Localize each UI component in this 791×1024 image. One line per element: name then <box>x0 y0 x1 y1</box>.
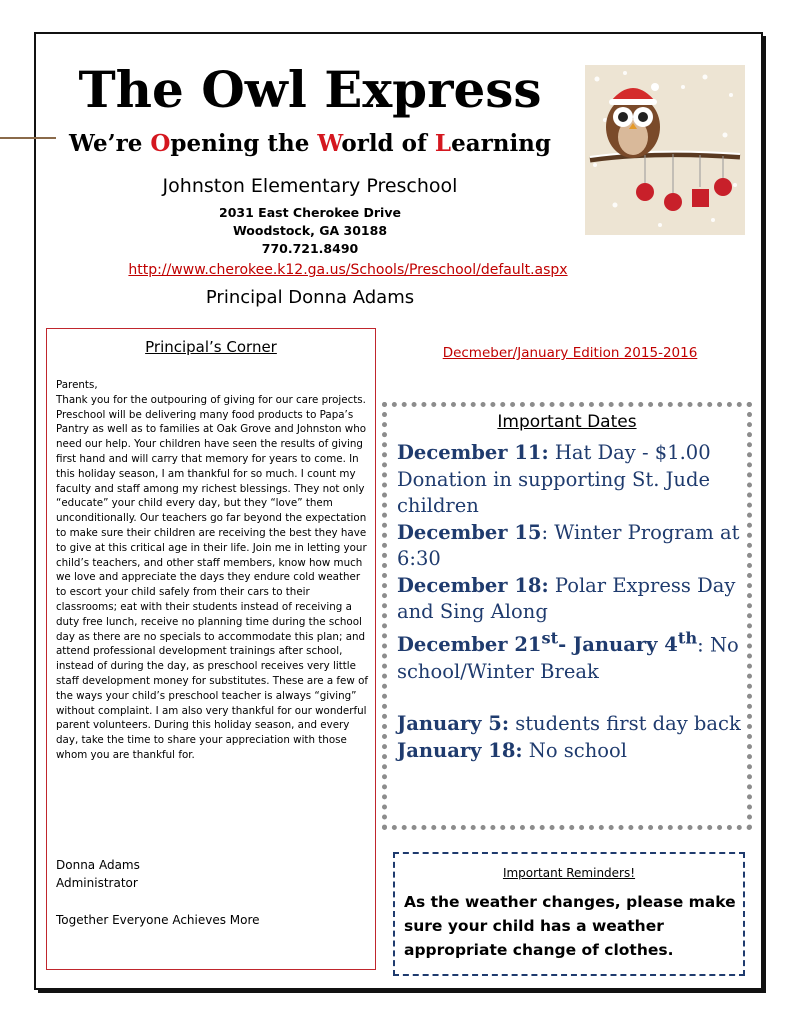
ornament <box>714 178 732 196</box>
date-item <box>397 520 747 573</box>
motto: Together Everyone Achieves More <box>56 913 260 927</box>
school-name: Johnston Elementary Preschool <box>162 175 458 197</box>
signer-title: Administrator <box>56 876 138 890</box>
school-website-link[interactable]: http://www.cherokee.k12.ga.us/Schools/Preschool/default.aspx <box>128 262 568 278</box>
date-description: Hat Day - $1.00 Donation in supporting St. Jude children <box>397 441 711 517</box>
date-item <box>397 626 747 686</box>
reminders-title: Important Reminders! <box>502 866 636 880</box>
date-label: December 11: <box>397 441 549 464</box>
owl-illustration <box>585 65 745 235</box>
frame-shadow <box>38 990 766 993</box>
date-description: No school <box>522 738 627 762</box>
date-item <box>397 440 747 520</box>
ornament <box>636 183 654 201</box>
edition-label: Decmeber/January Edition 2015-2016 <box>442 345 698 361</box>
date-label: December 15 <box>397 520 542 544</box>
principal-name: Principal Donna Adams <box>205 287 415 308</box>
tagline <box>60 128 560 160</box>
principals-letter: Parents, Thank you for the outpouring of giving for our care projects. Preschool will be delivering many food products to Papa’s Pantry as well as to families at Oak Grove and Johnston who need our help. Your children have seen the results of giving first hand and will carry that memory for years to come. In this holiday season, I am thankful for so much. I count my faculty and staff among my richest blessings. They not only “educate” your child every day, but they “love” them unconditionally. Our teachers go far beyond the expectation to make sure their children are receiving the best they have to give at this critical age in their life. Join me in letting your child’s teachers, and other staff members, know how much we love and appreciate the days they endure cold weather to escort your child safely from their cars to their classrooms; eat with their students instead of receiving a duty free lunch, receive no planning time during the school day as there are no specials to accommodate this plan; and attend professional development trainings after school, instead of during the day, as preschool receives very little staff development money for substitutes. These are a few of the ways your child’s preschool teacher is always “giving” without complaint. I am also very thankful for our wonderful parent volunteers. During this holiday season, and every day, take the time to share your appreciation with those whom you are thankful for. <box>56 379 369 761</box>
date-item <box>397 711 747 738</box>
date-label: January 5: <box>397 712 510 735</box>
signer-name: Donna Adams <box>56 858 140 872</box>
tagline-part: We’re <box>69 130 151 157</box>
frame-shadow <box>763 36 766 993</box>
newsletter-title: The Owl Express <box>78 60 542 119</box>
date-item <box>397 738 747 765</box>
tagline-letter-w: W <box>317 130 342 157</box>
ornament <box>664 193 682 211</box>
date-description: : No school/Winter Break <box>397 633 739 683</box>
date-description: students first day back <box>509 712 741 735</box>
tagline-part: earning <box>451 130 551 157</box>
tagline-part: pening the <box>170 130 318 157</box>
date-item <box>397 573 747 626</box>
tagline-letter-l: L <box>434 130 452 157</box>
date-label: December 21st- January 4th <box>397 628 698 656</box>
city-state-zip: Woodstock, GA 30188 <box>232 223 388 238</box>
date-label: January 18: <box>397 738 523 762</box>
date-label: December 18: <box>397 573 549 597</box>
phone-number: 770.721.8490 <box>261 241 359 256</box>
margin-line <box>0 137 56 139</box>
street-address: 2031 East Cherokee Drive <box>219 205 401 220</box>
date-description: Polar Express Day and Sing Along <box>397 573 736 623</box>
important-dates-list <box>397 440 747 764</box>
date-description: : Winter Program at 6:30 <box>397 520 740 570</box>
illustration-background <box>585 65 745 235</box>
reminder-text: As the weather changes, please make sure your child has a weather appropriate change of clothes. <box>404 893 736 959</box>
principals-corner-title: Principal’s Corner <box>145 338 277 356</box>
tagline-part: orld of <box>341 130 435 157</box>
tagline-letter-o: O <box>150 130 171 157</box>
important-dates-title: Important Dates <box>497 412 637 432</box>
gift-ornament <box>692 189 709 207</box>
